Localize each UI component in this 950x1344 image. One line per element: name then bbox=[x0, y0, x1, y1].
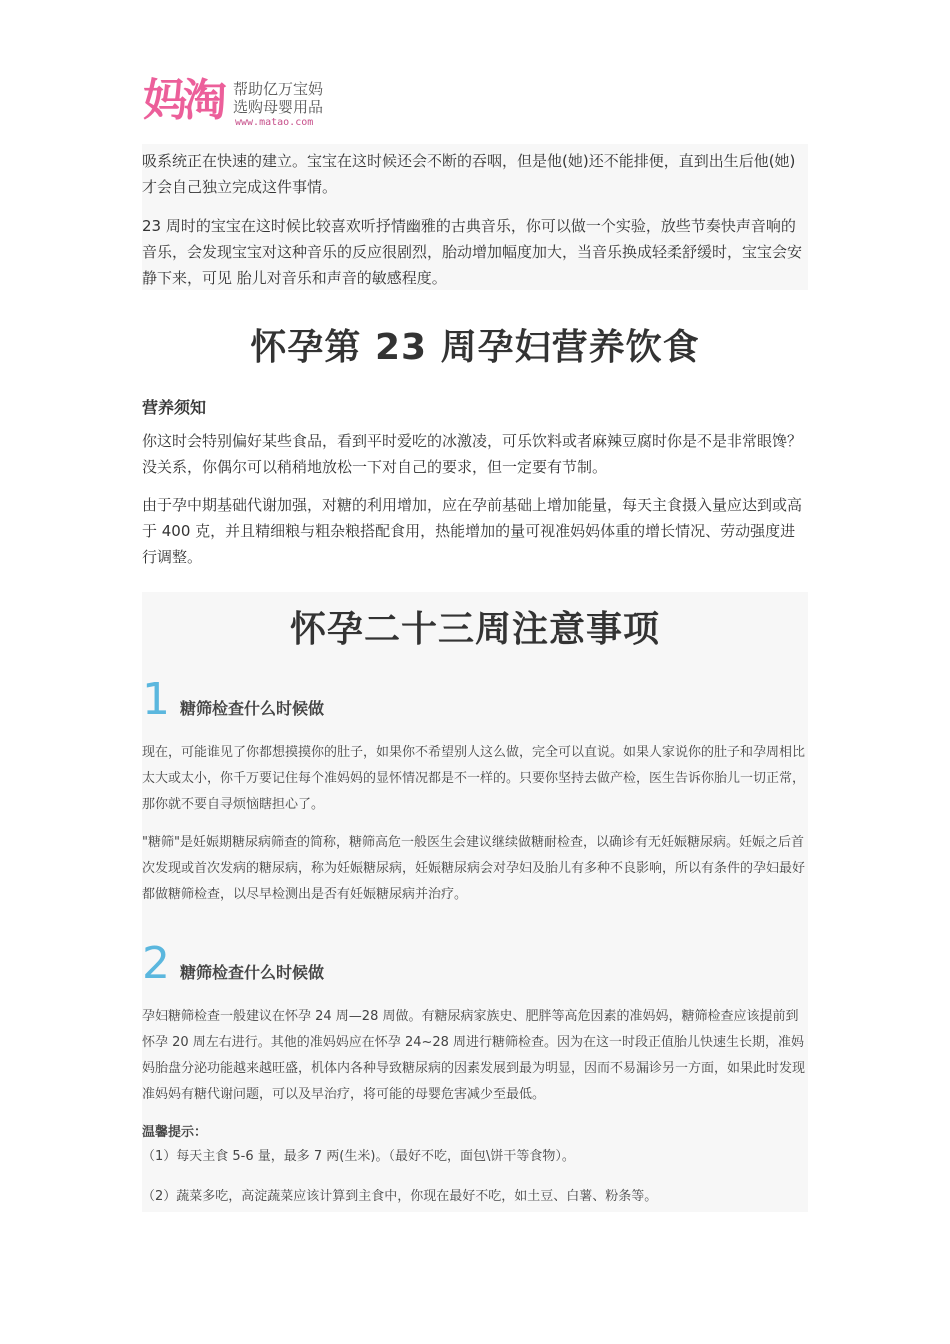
section-2-paragraph-1: 孕妇糖筛检查一般建议在怀孕 24 周—28 周做。有糖尿病家族史、肥胖等高危因素的准妈妈，糖筛检查应该提前到怀孕 20 周左右进行。其他的准妈妈应在怀孕 24~28 周进行糖筛检查。因为在这一时段正值胎儿快速生长期，准妈妈胎盘分泌功能越来越旺盛，机体内各种导致糖尿病的因素发展到最为明显，因而不易漏诊另一方面，如果此时发现准妈妈有糖代谢问题，可以及早治疗，将可能的母婴危害减少至最低。 bbox=[142, 1009, 806, 1102]
tips-item-1: （1）每天主食 5-6 量，最多 7 两(生米)。（最好不吃，面包\饼干等食物）。 bbox=[142, 1149, 575, 1164]
section-heading-2: 糖筛检查什么时候做 bbox=[180, 963, 325, 982]
notes-section-1 bbox=[142, 674, 808, 908]
section-number-1: 1 bbox=[142, 674, 170, 725]
tips-block bbox=[142, 1122, 808, 1210]
nutrition-subtitle: 营养须知 bbox=[142, 398, 207, 417]
section-1-paragraph-1: 现在，可能谁见了你都想摸摸你的肚子，如果你不希望别人这么做，完全可以直说。如果人家说你的肚子和孕周相比太大或太小，你千万要记住每个准妈妈的显怀情况都是不一样的。只要你坚持去做产检，医生告诉你胎儿一切正常，那你就不要自寻烦恼瞎担心了。 bbox=[142, 745, 806, 812]
intro-paragraph-1: 吸系统正在快速的建立。宝宝在这时候还会不断的吞咽，但是他(她)还不能排便，直到出生后他(她)才会自己独立完成这件事情。 bbox=[142, 152, 796, 196]
notes-title: 怀孕二十三周注意事项 bbox=[289, 609, 660, 650]
nutrition-title: 怀孕第 23 周孕妇营养饮食 bbox=[250, 327, 700, 368]
nutrition-section bbox=[142, 318, 808, 378]
nutrition-paragraph-1: 你这时会特别偏好某些食品，看到平时爱吃的冰激凌，可乐饮料或者麻辣豆腐时你是不是非常眼馋？没关系，你偶尔可以稍稍地放松一下对自己的要求，但一定要有节制。 bbox=[142, 432, 803, 476]
logo-url: www.matao.com bbox=[235, 117, 314, 128]
logo-mark: 妈淘 bbox=[143, 75, 223, 126]
intro-section bbox=[142, 144, 808, 290]
section-heading-1: 糖筛检查什么时候做 bbox=[180, 699, 325, 718]
notes-section-2 bbox=[142, 938, 808, 1108]
logo-slogan-line1: 帮助亿万宝妈 bbox=[233, 80, 324, 98]
section-1-paragraph-2: "糖筛"是妊娠期糖尿病筛查的简称，糖筛高危一般医生会建议继续做糖耐检查，以确诊有无妊娠糖尿病。妊娠之后首次发现或首次发病的糖尿病，称为妊娠糖尿病，妊娠糖尿病会对孕妇及胎儿有多种不良影响，所以有条件的孕妇最好都做糖筛检查，以尽早检测出是否有妊娠糖尿病并治疗。 bbox=[142, 835, 806, 902]
tips-item-2: （2）蔬菜多吃，高淀蔬菜应该计算到主食中，你现在最好不吃，如土豆、白薯、粉条等。 bbox=[142, 1189, 658, 1204]
section-number-2: 2 bbox=[142, 938, 170, 989]
logo-slogan-line2: 选购母婴用品 bbox=[233, 98, 324, 116]
nutrition-paragraph-2: 由于孕中期基础代谢加强，对糖的利用增加，应在孕前基础上增加能量，每天主食摄入量应达到或高于 400 克，并且精细粮与粗杂粮搭配食用，热能增加的量可视准妈妈体重的增长情况、劳动强度进行调整。 bbox=[142, 496, 803, 566]
notes-section bbox=[142, 592, 808, 1212]
site-logo[interactable] bbox=[143, 74, 343, 134]
nutrition-body bbox=[142, 394, 808, 570]
tips-label: 温馨提示： bbox=[142, 1125, 208, 1140]
intro-paragraph-2: 23 周时的宝宝在这时候比较喜欢听抒情幽雅的古典音乐，你可以做一个实验，放些节奏快声音响的音乐，会发现宝宝对这种音乐的反应很剧烈，胎动增加幅度加大，当音乐换成轻柔舒缓时，宝宝会安静下来，可见 胎儿对音乐和声音的敏感程度。 bbox=[142, 217, 803, 287]
